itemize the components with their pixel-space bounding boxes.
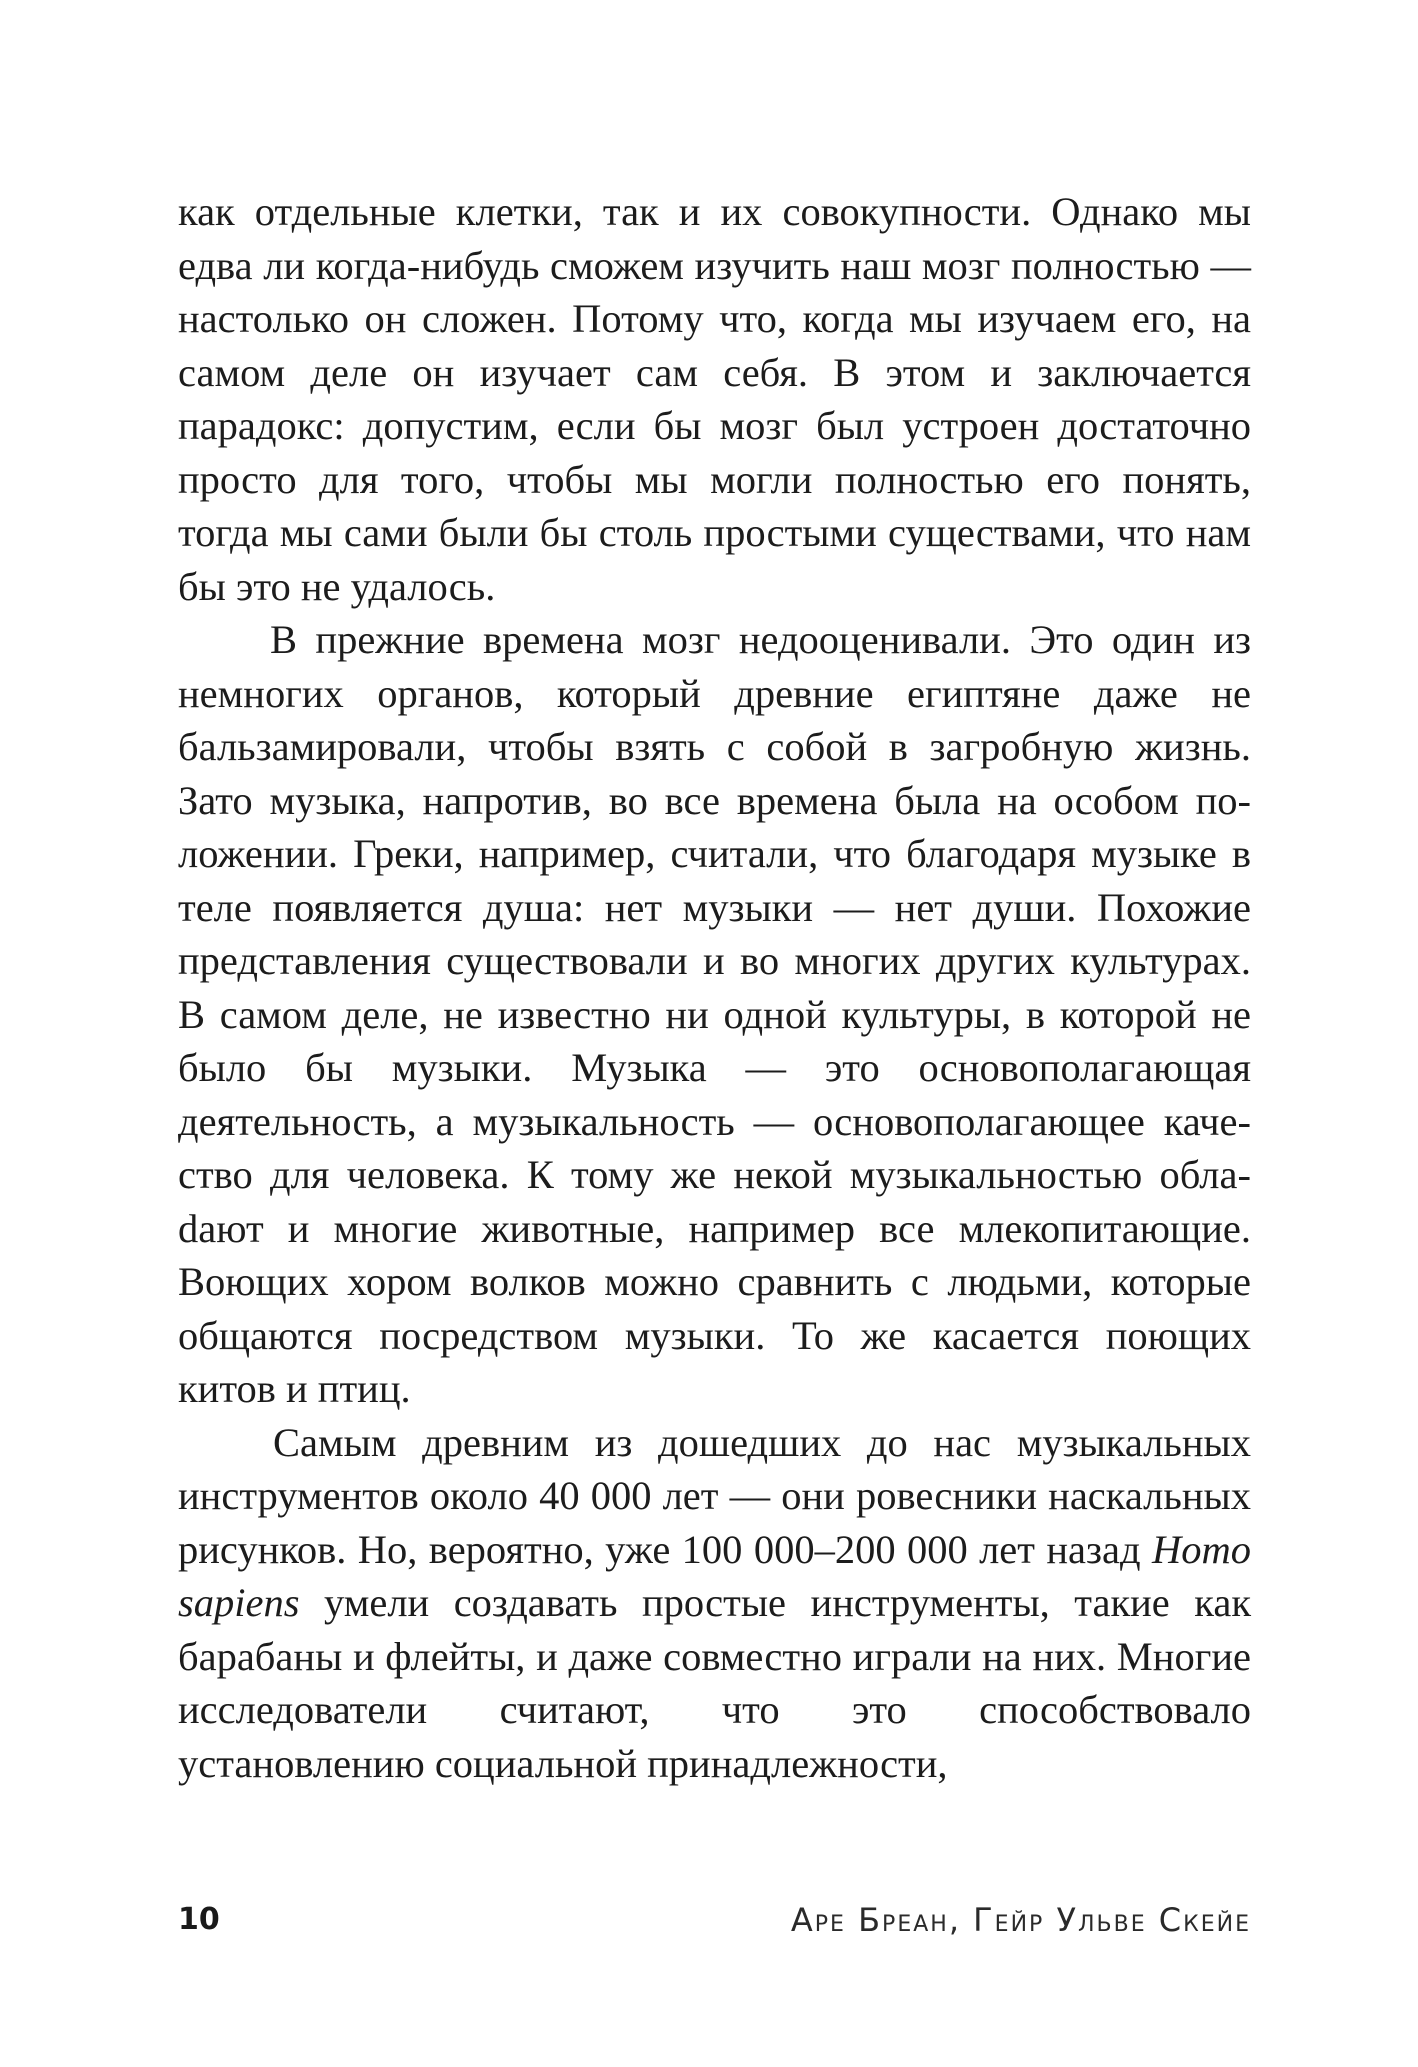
paragraph-3-text-start: Самым древним из дошедших до нас музыкальных инструментов около 40 000 лет — они ровесники наскальных рисунков. Но, вероятно, уже 100 000–200 000 лет назад xyxy=(178,1419,1251,1572)
running-head-authors: Аре Бреан, Гейр Ульве Скейе xyxy=(790,1901,1251,1939)
paragraph-3-text-end: умели создавать простые инструменты, такие как барабаны и флейты, и даже совместно играли на них. Многие исследователи считают, что это способствовало установлению социальной принадлежности, xyxy=(178,1580,1251,1786)
body-text xyxy=(178,185,1251,1790)
page-footer xyxy=(178,1900,1251,1950)
paragraph-3 xyxy=(178,1416,1251,1791)
paragraph-2: В прежние времена мозг недооценивали. Это один из немногих органов, который древние египтяне даже не бальзамировали, чтобы взять с собой в загробную жизнь. Зато музыка, напротив, во все времена была на особом положении. Греки, например, считали, что благодаря музыке в теле появляется душа: нет музыки — нет души. Похожие представления существовали и во многих других культурах. В самом деле, не известно ни одной культуры, в которой не было бы музыки. Музыка — это основополагающая деятельность, а музыкальность — основополагающее качество для человека. К тому же некой музыкальностью облаdают и многие животные, например все млекопитающие. Воющих хором волков можно сравнить с людьми, которые общаются посредством музыки. То же касается поющих китов и птиц. xyxy=(178,617,1251,1411)
species-name-italic: Homo sapiens xyxy=(178,1526,1251,1625)
paragraph-1: как отдельные клетки, так и их совокупности. Однако мы едва ли когда-нибудь сможем изучить наш мозг полностью — настолько он сложен. Потому что, когда мы изучаем его, на самом деле он изучает сам себя. В этом и заключается парадокс: допустим, если бы мозг был устроен достаточно просто для того, чтобы мы могли полностью его понять, тогда мы сами были бы столь простыми существами, что нам бы это не удалось. xyxy=(178,189,1251,609)
page-number: 10 xyxy=(178,1902,220,1937)
